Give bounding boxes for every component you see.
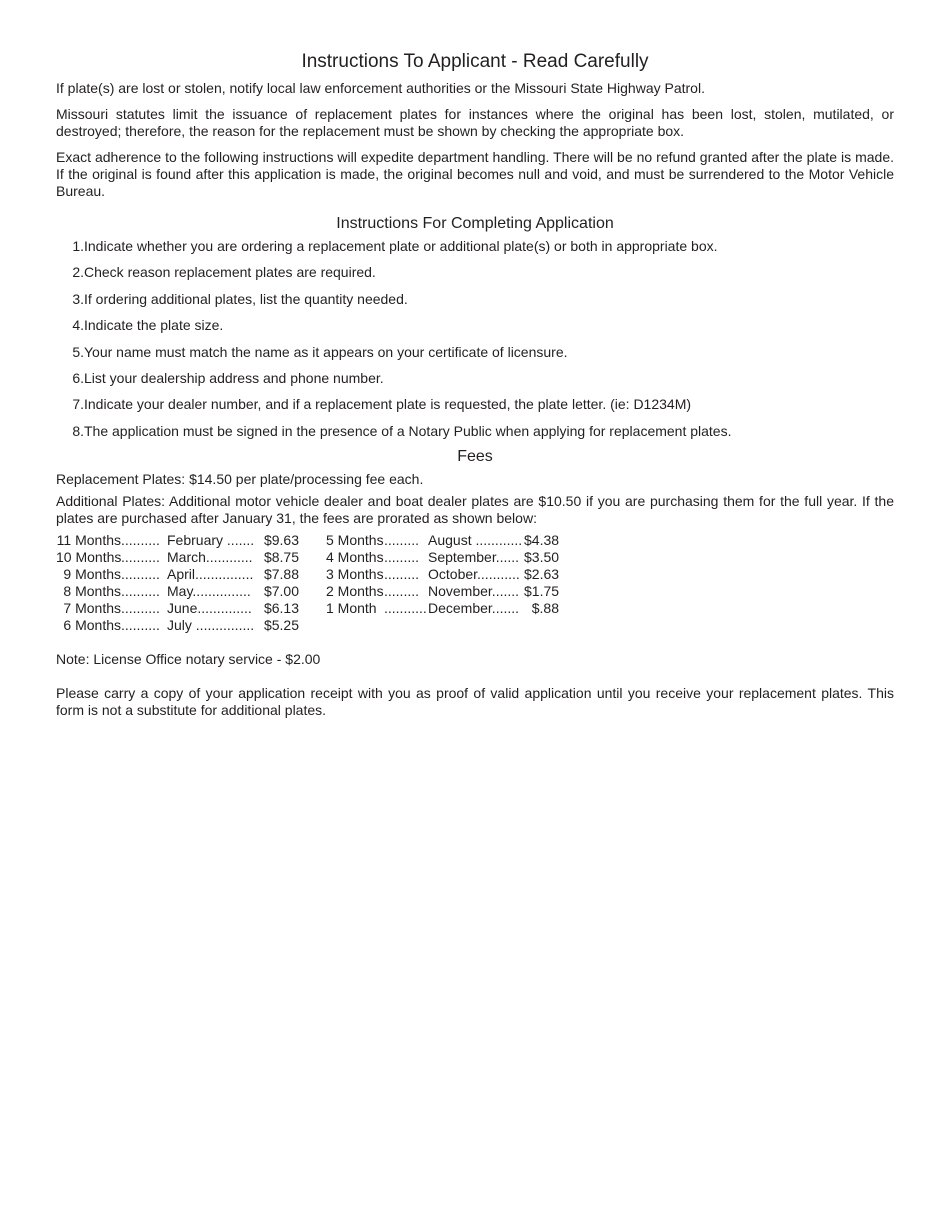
amount-cell: $6.13 — [263, 600, 299, 617]
amount-cell: $1.75 — [524, 583, 560, 600]
list-item — [56, 396, 894, 413]
adherence-paragraph: Exact adherence to the following instructions will expedite department handling. There will be no refund granted after the plate is made. If the original is found after this application is made, the original becomes null and void, and must be surrendered to the Motor Vehicle Bureau. — [56, 149, 894, 199]
amount-cell: $7.00 — [263, 583, 299, 600]
additional-fee-text: Additional Plates: Additional motor vehicle dealer and boat dealer plates are $10.50 if you are purchasing them for the full year. If the plates are purchased after January 31, the fees are prorated as shown below: — [56, 493, 894, 527]
dot-leader: .......... — [121, 617, 160, 634]
amount-cell: $4.38 — [524, 532, 560, 549]
amount-cell: $9.63 — [263, 532, 299, 549]
table-row — [56, 532, 326, 549]
fee-column-1 — [56, 532, 326, 634]
month-cell: October........... — [428, 566, 520, 583]
table-row — [56, 566, 326, 583]
table-row — [56, 617, 326, 634]
dot-leader: ......... — [384, 583, 420, 600]
step-text: If ordering additional plates, list the quantity needed. — [84, 290, 408, 307]
month-cell: April............... — [167, 566, 254, 583]
list-item — [56, 344, 894, 361]
step-text: Indicate your dealer number, and if a replacement plate is requested, the plate letter. (ie: D1234M) — [84, 396, 692, 413]
dot-leader: ......... — [384, 532, 420, 549]
dot-leader: ......... — [384, 566, 420, 583]
step-number: 6. — [72, 369, 84, 386]
list-item — [56, 423, 894, 440]
statutes-paragraph: Missouri statutes limit the issuance of replacement plates for instances where the original has been lost, stolen, mutilated, or destroyed; therefore, the reason for the replacement must be shown by checking the appropriate box. — [56, 106, 894, 139]
month-cell: May............... — [167, 583, 251, 600]
step-number: 1. — [72, 238, 84, 254]
step-number: 4. — [72, 317, 84, 334]
dot-leader: .......... — [121, 549, 160, 566]
month-cell: September...... — [428, 549, 520, 566]
list-item — [56, 370, 894, 387]
months-cell: 4 Months — [326, 549, 384, 566]
months-cell: 5 Months — [326, 532, 384, 549]
table-row — [326, 532, 566, 549]
step-number: 5. — [72, 343, 84, 360]
step-number: 7. — [72, 396, 84, 413]
amount-cell: $.88 — [531, 600, 559, 617]
amount-cell: $7.88 — [263, 566, 299, 583]
months-cell: 8 Months — [63, 583, 121, 600]
amount-cell: $2.63 — [524, 566, 560, 583]
months-cell: 6 Months — [63, 617, 121, 634]
table-row — [326, 566, 566, 583]
months-cell: 7 Months — [63, 600, 121, 617]
list-item — [56, 238, 894, 255]
dot-leader: .......... — [121, 583, 160, 600]
amount-cell: $8.75 — [263, 549, 299, 566]
prorated-fee-table — [56, 532, 894, 634]
fee-column-2 — [326, 532, 566, 634]
table-row — [326, 583, 566, 600]
month-cell: November....... — [428, 583, 520, 600]
months-cell: 10 Months — [56, 549, 122, 566]
months-cell: 1 Month — [326, 600, 377, 617]
dot-leader: ......... — [384, 549, 420, 566]
step-text: Check reason replacement plates are required. — [84, 264, 376, 281]
step-number: 8. — [72, 422, 84, 439]
table-row — [326, 549, 566, 566]
month-cell: December....... — [428, 600, 520, 617]
step-number: 3. — [72, 290, 84, 307]
lost-stolen-paragraph: If plate(s) are lost or stolen, notify local law enforcement authorities or the Missouri State Highway Patrol. — [56, 80, 705, 96]
step-text: Indicate whether you are ordering a replacement plate or additional plate(s) or both in appropriate box. — [84, 238, 718, 254]
table-row — [56, 583, 326, 600]
months-cell: 11 Months — [56, 532, 121, 549]
spacer — [56, 634, 894, 651]
completing-heading: Instructions For Completing Application — [336, 215, 614, 232]
step-text: Indicate the plate size. — [84, 317, 224, 334]
table-row — [56, 600, 326, 617]
month-cell: August ............ — [428, 532, 523, 549]
notary-note: Note: License Office notary service - $2.00 — [56, 651, 321, 668]
month-cell: February ....... — [167, 532, 255, 549]
dot-leader: .......... — [121, 532, 160, 549]
fees-heading: Fees — [457, 448, 493, 466]
step-text: The application must be signed in the presence of a Notary Public when applying for replacement plates. — [84, 422, 732, 439]
replacement-fee-text: Replacement Plates: $14.50 per plate/processing fee each. — [56, 471, 424, 488]
month-cell: July ............... — [167, 617, 255, 634]
months-cell: 2 Months — [326, 583, 384, 600]
amount-cell: $5.25 — [263, 617, 299, 634]
list-item — [56, 264, 894, 281]
steps-list — [56, 238, 894, 440]
dot-leader: .......... — [121, 600, 160, 617]
amount-cell: $3.50 — [524, 549, 560, 566]
dot-leader: ........... — [384, 600, 427, 617]
closing-paragraph: Please carry a copy of your application receipt with you as proof of valid application until you receive your replacement plates. This form is not a substitute for additional plates. — [56, 685, 894, 719]
list-item — [56, 317, 894, 334]
list-item — [56, 291, 894, 308]
step-text: Your name must match the name as it appears on your certificate of licensure. — [84, 343, 568, 360]
step-number: 2. — [72, 264, 84, 281]
table-row — [56, 549, 326, 566]
table-row — [326, 600, 566, 617]
instructions-page — [56, 50, 894, 728]
step-text: List your dealership address and phone number. — [84, 369, 384, 386]
page-title: Instructions To Applicant - Read Carefully — [301, 51, 649, 72]
months-cell: 3 Months — [326, 566, 384, 583]
dot-leader: .......... — [121, 566, 160, 583]
month-cell: March............ — [167, 549, 253, 566]
month-cell: June.............. — [167, 600, 252, 617]
months-cell: 9 Months — [63, 566, 121, 583]
